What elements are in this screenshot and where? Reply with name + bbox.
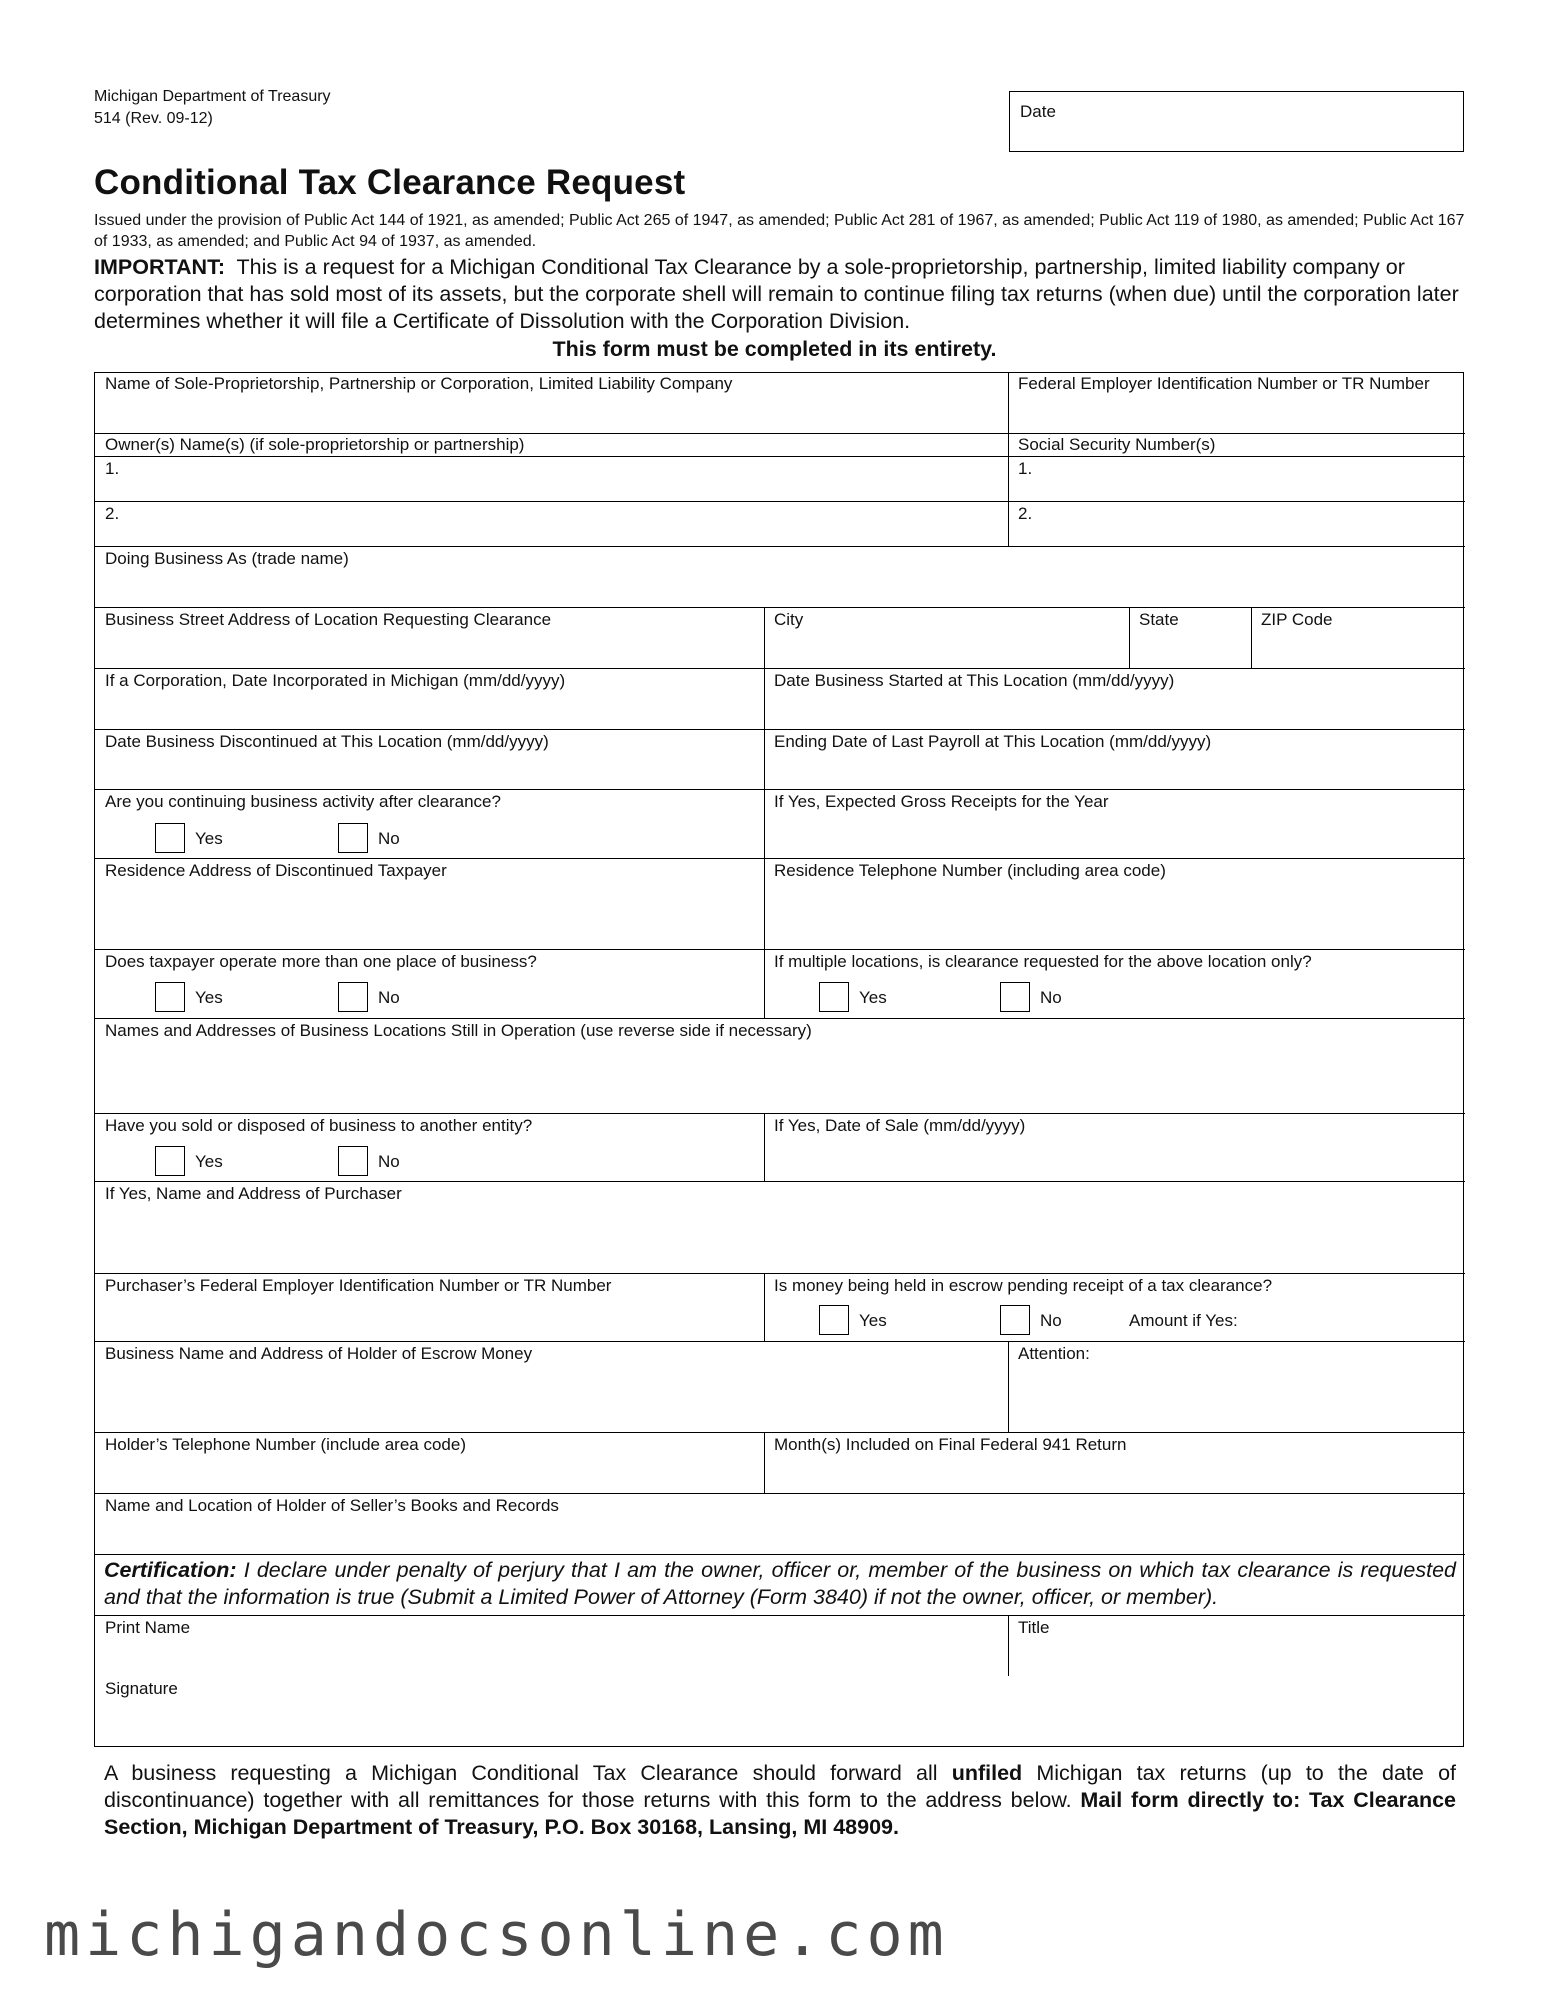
mailing-instructions (104, 1760, 1456, 1841)
escrow-yes-label: Yes (859, 1311, 887, 1330)
completion-notice: This form must be completed in its entirety. (552, 337, 997, 361)
date-label: Date (1020, 102, 1056, 121)
continuing-no-checkbox[interactable] (338, 823, 368, 853)
owner-names-label: Owner(s) Name(s) (if sole-proprietorship or partnership) (105, 435, 525, 454)
ssn-label: Social Security Number(s) (1018, 435, 1216, 454)
attention-label: Attention: (1018, 1344, 1090, 1363)
dba-label: Doing Business As (trade name) (105, 549, 349, 568)
residence-phone-label: Residence Telephone Number (including area code) (774, 861, 1166, 880)
important-notice (94, 254, 1479, 335)
months-941-label: Month(s) Included on Final Federal 941 Return (774, 1435, 1127, 1454)
multiple-locations-no-label: No (1040, 988, 1062, 1007)
title-label: Title (1018, 1618, 1050, 1637)
multiple-locations-question: If multiple locations, is clearance requested for the above location only? (774, 952, 1312, 971)
multiple-locations-yes-label: Yes (859, 988, 887, 1007)
amount-if-yes-label: Amount if Yes: (1129, 1311, 1238, 1330)
escrow-no-label: No (1040, 1311, 1062, 1330)
footer-text-1: A business requesting a Michigan Conditional Tax Clearance should forward all (104, 1761, 952, 1785)
multiple-places-question: Does taxpayer operate more than one place of business? (105, 952, 537, 971)
continuing-yes-label: Yes (195, 829, 223, 848)
sold-no-label: No (378, 1152, 400, 1171)
escrow-yes-checkbox[interactable] (819, 1305, 849, 1335)
form-title: Conditional Tax Clearance Request (94, 163, 686, 202)
date-incorporated-label: If a Corporation, Date Incorporated in Michigan (mm/dd/yyyy) (105, 671, 566, 690)
owner-2-label: 2. (105, 504, 120, 523)
state-label: State (1139, 610, 1179, 629)
escrow-no-checkbox[interactable] (1000, 1305, 1030, 1335)
multiple-locations-yes-checkbox[interactable] (819, 982, 849, 1012)
footer-text-2: Michigan tax returns (up to the date of discontinuance) together with all remittances for those returns with this form to the address below. (104, 1761, 1456, 1812)
date-field[interactable] (1009, 91, 1464, 152)
footer-mail-address: Mail form directly to: Tax Clearance Section, Michigan Department of Treasury, P.O. Box 30168, Lansing, MI 48909. (104, 1788, 1456, 1839)
ssn-2-label: 2. (1018, 504, 1033, 523)
escrow-holder-label: Business Name and Address of Holder of Escrow Money (105, 1344, 533, 1363)
books-holder-label: Name and Location of Holder of Seller’s Books and Records (105, 1496, 559, 1515)
last-payroll-label: Ending Date of Last Payroll at This Location (mm/dd/yyyy) (774, 732, 1212, 751)
purchaser-fein-label: Purchaser’s Federal Employer Identification Number or TR Number (105, 1276, 612, 1295)
signature-label: Signature (105, 1679, 178, 1698)
owner-1-label: 1. (105, 459, 120, 478)
multiple-places-no-label: No (378, 988, 400, 1007)
multiple-places-no-checkbox[interactable] (338, 982, 368, 1012)
multiple-places-yes-label: Yes (195, 988, 223, 1007)
continuing-question: Are you continuing business activity after clearance? (105, 792, 501, 811)
business-name-label: Name of Sole-Proprietorship, Partnership or Corporation, Limited Liability Company (105, 374, 733, 393)
holder-phone-label: Holder’s Telephone Number (include area code) (105, 1435, 466, 1454)
continuing-yes-checkbox[interactable] (155, 823, 185, 853)
escrow-question: Is money being held in escrow pending receipt of a tax clearance? (774, 1276, 1273, 1295)
sold-yes-checkbox[interactable] (155, 1146, 185, 1176)
street-label: Business Street Address of Location Requesting Clearance (105, 610, 552, 629)
certification-statement (104, 1557, 1456, 1611)
residence-address-label: Residence Address of Discontinued Taxpayer (105, 861, 447, 880)
date-started-label: Date Business Started at This Location (mm/dd/yyyy) (774, 671, 1175, 690)
continuing-no-label: No (378, 829, 400, 848)
date-of-sale-label: If Yes, Date of Sale (mm/dd/yyyy) (774, 1116, 1026, 1135)
site-watermark: michigandocsonline.com (44, 1900, 949, 1970)
date-discontinued-label: Date Business Discontinued at This Location (mm/dd/yyyy) (105, 732, 549, 751)
provision-text: Issued under the provision of Public Act 144 of 1921, as amended; Public Act 265 of 1947, as amended; Public Act 281 of 1967, as amended; Public Act 119 of 1980, as amended; Public Act 167 of 1933, as amended; and Public Act 94 of 1937, as amended. (94, 212, 1465, 250)
locations-in-operation-label: Names and Addresses of Business Locations Still in Operation (use reverse side if necessary) (105, 1021, 812, 1040)
agency-name: Michigan Department of Treasury (94, 88, 331, 105)
multiple-places-yes-checkbox[interactable] (155, 982, 185, 1012)
sold-question: Have you sold or disposed of business to another entity? (105, 1116, 533, 1135)
certification-label: Certification: (104, 1558, 237, 1582)
print-name-label: Print Name (105, 1618, 191, 1637)
important-label: IMPORTANT: (94, 255, 225, 279)
multiple-locations-no-checkbox[interactable] (1000, 982, 1030, 1012)
form-grid (94, 372, 1464, 1747)
form-number: 514 (Rev. 09-12) (94, 110, 213, 127)
certification-text: I declare under penalty of perjury that I am the owner, officer or, member of the business on which tax clearance is requested and that the information is true (Submit a Limited Power of Attorney (Form 3840) if not the owner, officer, or member). (104, 1558, 1456, 1609)
purchaser-label: If Yes, Name and Address of Purchaser (105, 1184, 402, 1203)
city-label: City (774, 610, 804, 629)
footer-unfiled: unfiled (951, 1761, 1023, 1785)
sold-yes-label: Yes (195, 1152, 223, 1171)
fein-label: Federal Employer Identification Number or TR Number (1018, 374, 1430, 393)
ssn-1-label: 1. (1018, 459, 1033, 478)
zip-label: ZIP Code (1261, 610, 1333, 629)
important-text: This is a request for a Michigan Conditional Tax Clearance by a sole-proprietorship, partnership, limited liability company or corporation that has sold most of its assets, but the corporate shell will remain to continue filing tax returns (when due) until the corporation later determines whether it will file a Certificate of Dissolution with the Corporation Division. (94, 255, 1459, 333)
sold-no-checkbox[interactable] (338, 1146, 368, 1176)
gross-receipts-label: If Yes, Expected Gross Receipts for the Year (774, 792, 1109, 811)
